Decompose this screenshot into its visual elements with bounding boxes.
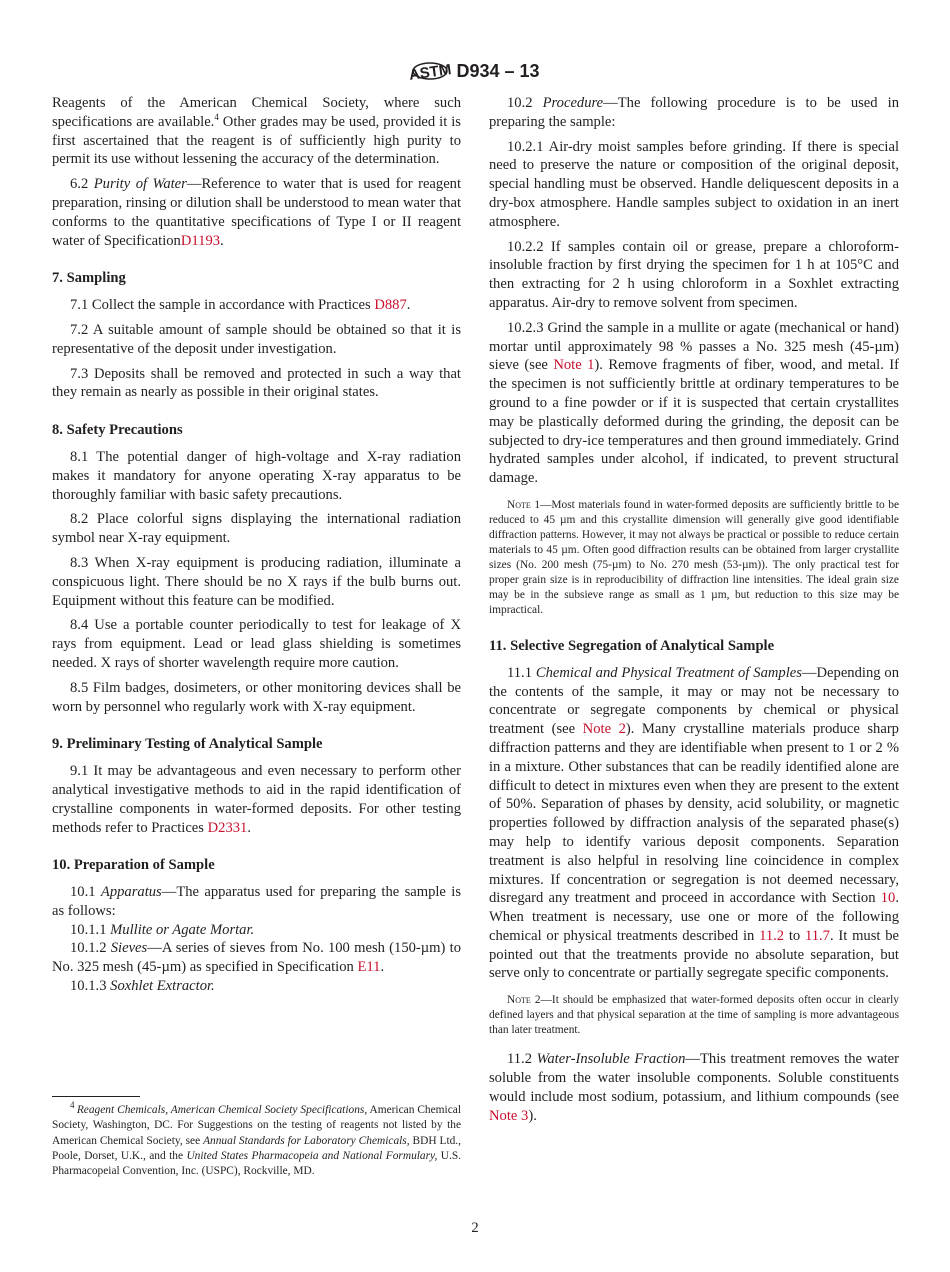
text-run: BDH Ltd., Poole, Dorset, U.K., and the xyxy=(52,1134,462,1162)
text-run: to xyxy=(784,927,805,944)
note-paragraph xyxy=(489,993,899,1038)
italic-text: United States Pharmacopeia and National Formulary, xyxy=(186,1149,438,1162)
reference-link[interactable]: D2331 xyxy=(207,819,248,836)
paragraph xyxy=(489,94,899,132)
text-run: ). Many crystalline materials produce sharp diffraction patterns and they are identifiable when present to 1 or 2 % in a mixture. Other substances that can be readily identified alone are difficult to detect in mixtures even when they are present to the extent of 50%. Separation of phases by density, acid solubility, or magnetic properties followed by diffraction analysis of the separated phase(s) may help to identify various deposit components. Separation treatment is also helpful in resolving line coincidence in complex mixtures. If concentration or segregation is not deemed necessary, disregard any treatment and proceed in accordance with Section xyxy=(489,721,899,907)
reference-link[interactable]: 10 xyxy=(880,890,896,907)
italic-text: Soxhlet Extractor. xyxy=(110,978,215,995)
paragraph xyxy=(52,679,461,717)
reference-link[interactable]: D1193 xyxy=(180,232,221,249)
paragraph xyxy=(52,554,461,610)
right-column xyxy=(489,94,899,1131)
text-run: 11. Selective Segregation of Analytical Sample xyxy=(489,637,775,654)
note-paragraph xyxy=(489,498,899,618)
paragraph xyxy=(52,510,461,548)
footnote-ref: 4 xyxy=(70,1100,77,1111)
left-column xyxy=(52,94,461,996)
text-run: 10.1.3 xyxy=(70,978,111,995)
text-run: 10.1 xyxy=(70,884,101,901)
italic-text: Reagent Chemicals, American Chemical Society Specifications xyxy=(76,1104,365,1116)
footnote-4 xyxy=(52,1100,462,1179)
paragraph xyxy=(489,1050,899,1125)
text-run: . xyxy=(406,297,411,314)
section-heading xyxy=(52,735,461,754)
astm-logo-icon xyxy=(408,56,453,86)
paragraph xyxy=(52,762,461,837)
text-run: . xyxy=(380,959,385,976)
text-run: 8.5 Film badges, dosimeters, or other monitoring devices shall be worn by personnel who regularly work with X-ray equipment. xyxy=(52,679,461,715)
text-run: 7.1 Collect the sample in accordance with Practices xyxy=(70,297,375,314)
paragraph xyxy=(52,883,461,921)
text-run: —Reference to water that is used for reagent preparation, rinsing or dilution shall be understood to mean water that conforms to the quantitative specifications of Type I or II reagent water of Specification xyxy=(52,176,462,249)
italic-text: Procedure xyxy=(542,95,604,111)
paragraph xyxy=(52,296,461,315)
reference-link[interactable]: D887 xyxy=(374,297,407,314)
text-run: —A series of sieves from No. 100 mesh (150-µm) to No. 325 mesh (45-µm) as specified in Specification xyxy=(52,940,462,976)
text-run: 10.2.1 Air-dry moist samples before grinding. If there is special need to preserve the nature or composition of the original deposit, special handling must be observed. Handle deliquescent deposits in a dry-box atmosphere. Handle samples subject to oxidation in an inert atmosphere. xyxy=(489,138,899,230)
footnote-ref: 4 xyxy=(214,111,219,122)
text-run: 8.3 When X-ray equipment is producing radiation, illuminate a conspicuous light. There should be no X rays if the bulb burns out. Equipment without this feature can be modified. xyxy=(52,554,461,609)
paragraph xyxy=(489,319,899,488)
text-run: , American Chemical Society, Washington, DC. For Suggestions on the testing of reagents not listed by the American Chemical Society, see xyxy=(52,1104,461,1147)
text-run: 11.1 xyxy=(507,664,536,681)
paragraph xyxy=(52,321,461,359)
paragraph xyxy=(489,138,899,232)
italic-text: Water-Insoluble Fraction xyxy=(536,1051,686,1068)
svg-text:ASTM: ASTM xyxy=(408,61,453,84)
paragraph xyxy=(52,977,461,996)
text-run: Reagents of the American Chemical Society, where such specifications are available. xyxy=(52,95,461,130)
text-run: 10.2 xyxy=(507,95,543,111)
text-run: 6.2 xyxy=(70,176,94,193)
paragraph xyxy=(52,921,461,940)
italic-text: Sieves xyxy=(110,940,148,957)
note-label: Note 2 xyxy=(507,994,541,1007)
text-run: —Most materials found in water-formed deposits are sufficiently brittle to be reduced to 45 µm and this crystallite dimension will generally give good identifiable diffraction patterns. However, it may not always be practical or possible to reduce certain materials to 45 µm. Often good diffraction results can be obtained from larger crystallite sizes (No. 200 mesh (75-µm) to No. 270 mesh (53-µm)). The only practical test for proper grain size is in reproducibility of diffraction line intensities. The ideal grain size may be in the subsieve range as small as 1 µm, but reduction to this size may be impractical. xyxy=(489,498,899,616)
reference-link[interactable]: Note 3 xyxy=(489,1107,529,1124)
text-run: 7.3 Deposits shall be removed and protected in such a way that they remain as nearly as possible in their original states. xyxy=(52,365,461,401)
text-run: 10.2.3 Grind the sample in a mullite or agate (mechanical or hand) mortar until approximately 98 % passes a No. 325 mesh (45-µm) sieve (see xyxy=(489,319,899,374)
text-run: 11.2 xyxy=(507,1051,537,1068)
italic-text: Purity of Water xyxy=(93,176,187,193)
text-run: —The apparatus used for preparing the sample is as follows: xyxy=(52,884,462,919)
reference-link[interactable]: 11.2 xyxy=(759,927,785,944)
reference-link[interactable]: 11.7 xyxy=(804,927,830,944)
text-run: 7. Sampling xyxy=(52,270,126,287)
reference-link[interactable]: Note 1 xyxy=(553,357,595,374)
paragraph xyxy=(489,238,899,313)
text-run: . xyxy=(220,232,224,249)
text-run: 10.1.1 xyxy=(70,921,111,938)
text-run: . xyxy=(247,819,251,836)
text-run: 9. Preliminary Testing of Analytical Sample xyxy=(52,736,323,753)
paragraph xyxy=(52,94,461,169)
section-heading xyxy=(52,269,461,288)
paragraph xyxy=(489,664,899,984)
paragraph xyxy=(52,616,461,672)
text-run: —It should be emphasized that water-formed deposits often occur in clearly defined layers and that physical separation at the time of sampling is more advantageous than later treatment. xyxy=(489,994,899,1037)
italic-text: Annual Standards for Laboratory Chemicals, xyxy=(203,1134,410,1147)
italic-text: Apparatus xyxy=(100,884,162,901)
page-number: 2 xyxy=(471,1220,479,1236)
text-run: . When treatment is necessary, use one or more of the following chemical or physical treatments described in xyxy=(489,890,899,944)
reference-link[interactable]: Note 2 xyxy=(582,721,626,738)
text-run: 8.1 The potential danger of high-voltage and X-ray radiation makes it mandatory for anyone operating X-ray apparatus to be thoroughly familiar with basic safety precautions. xyxy=(52,448,461,503)
text-run: 8. Safety Precautions xyxy=(52,422,183,439)
text-run: 10. Preparation of Sample xyxy=(52,857,215,874)
text-run: 8.4 Use a portable counter periodically to test for leakage of X rays from equipment. Lead or lead glass shielding is sometimes needed. X rays of shorter wavelength require more caution. xyxy=(52,617,461,671)
paragraph xyxy=(52,448,461,504)
text-run: —This treatment removes the water soluble from the water insoluble components. Soluble constituents would include most sodium, potassium, and lithium compounds (see xyxy=(489,1051,899,1105)
text-run: 7.2 A suitable amount of sample should be obtained so that it is representative of the deposit under investigation. xyxy=(52,321,461,357)
text-run: 10.1.2 xyxy=(70,940,111,957)
text-run: 9.1 It may be advantageous and even necessary to perform other analytical investigative methods to aid in the rapid identification of crystalline components in water-formed deposits. For other testing methods refer to Practices xyxy=(52,763,461,836)
paragraph xyxy=(52,175,461,250)
text-run: 10.2.2 If samples contain oil or grease, prepare a chloroform-insoluble fraction by first drying the specimen for 1 h at 105°C and then extracting for 2 h using chloroform in a Soxhlet extracting apparatus. Air-dry to remove solvent from specimen. xyxy=(489,238,899,311)
text-run: —Depending on the contents of the sample, it may or may not be necessary to concentrate or segregate components by chemical or physical treatment (see xyxy=(489,664,900,738)
text-run: ). Remove fragments of fiber, wood, and metal. If the specimen is not sufficiently brittle at ordinary temperatures to be ground to a fine powder or if it is suspected that certain crystallites may be plastically deformed during the grinding, the deposit can be subjected to dry-ice temperatures and then ground immediately. Grind hydrated samples under alcohol, if indicated, to prevent structural damage. xyxy=(489,357,899,487)
text-run: U.S. Pharmacopeial Convention, Inc. (USPC), Rockville, MD. xyxy=(52,1149,462,1178)
document-code: D934 – 13 xyxy=(456,60,540,81)
text-run: ). xyxy=(528,1107,537,1124)
reference-link[interactable]: E11 xyxy=(357,959,381,976)
text-run: . It must be pointed out that the treatments provide no absolute separation, but serve only to concentrate or partially segregate specific components. xyxy=(489,927,899,982)
italic-text: Mullite or Agate Mortar. xyxy=(110,921,255,938)
italic-text: Chemical and Physical Treatment of Samples xyxy=(535,664,802,681)
note-label: Note 1 xyxy=(507,498,541,511)
section-heading xyxy=(52,421,461,440)
footnote-divider xyxy=(52,1096,140,1097)
section-heading xyxy=(489,637,899,656)
paragraph xyxy=(52,365,461,403)
page-header xyxy=(0,56,950,86)
section-heading xyxy=(52,856,461,875)
text-run: 8.2 Place colorful signs displaying the international radiation symbol near X-ray equipment. xyxy=(52,511,461,547)
text-run: —The following procedure is to be used in preparing the sample: xyxy=(489,95,900,130)
paragraph xyxy=(52,939,461,977)
text-run: Other grades may be used, provided it is first ascertained that the reagent is of sufficiently high purity to permit its use without lessening the accuracy of the determination. xyxy=(52,113,461,168)
